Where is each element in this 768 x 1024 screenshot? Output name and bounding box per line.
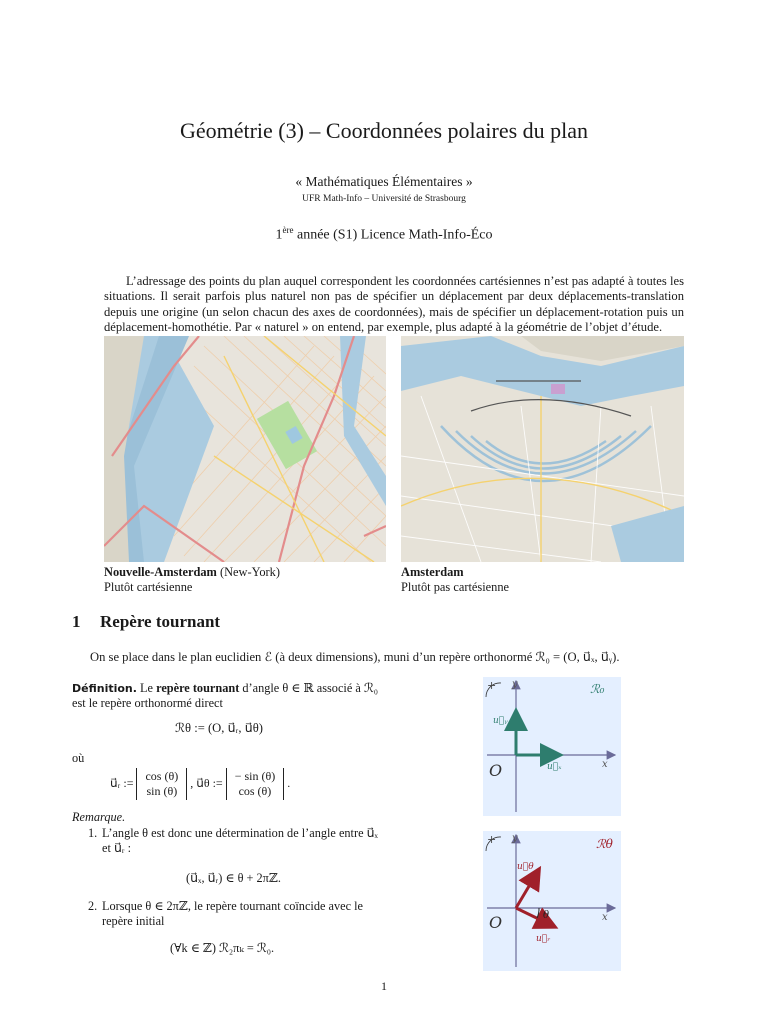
remark-item-2-text: Lorsque θ ∈ 2πℤ, le repère tournant coïncide avec le repère initial — [102, 899, 363, 929]
caption-new-york-name: Nouvelle-Amsterdam — [104, 565, 217, 579]
utheta-vector — [516, 871, 538, 908]
remark-item-1-number: 1. — [88, 826, 98, 840]
section-heading — [72, 612, 220, 632]
definition-text-a: Le — [136, 681, 157, 695]
caption-amsterdam-desc: Plutôt pas cartésienne — [401, 580, 510, 594]
section-number: 1 — [72, 612, 81, 631]
angle-label: θ — [543, 910, 550, 921]
frame-label: ℛ₀ — [590, 682, 605, 696]
origin-label: O — [489, 761, 503, 780]
remark-item-1-text: L’angle θ est donc une détermination de l’angle entre u⃗ₓ et u⃗ᵣ : — [102, 826, 378, 856]
definition-where: où — [72, 751, 85, 765]
year-rest: année (S1) Licence Math-Info-Éco — [293, 227, 493, 243]
remark-item-2-formula: (∀k ∈ ℤ) ℛ₂πₖ = ℛ₀. — [170, 941, 275, 955]
definition-block — [72, 681, 382, 712]
ut-label: , u⃗θ := — [190, 775, 223, 790]
definition-label: Définition. — [72, 682, 137, 695]
angle-arc — [537, 908, 539, 918]
map-amsterdam — [401, 336, 684, 562]
definition-text-b: d’angle θ ∈ ℝ associé à ℛ₀ est le repère orthonormé direct — [72, 681, 378, 711]
remark-item-2-number: 2. — [88, 899, 98, 913]
ur-matrix — [136, 768, 187, 800]
caption-amsterdam-name: Amsterdam — [401, 565, 464, 579]
frame-label: ℛθ — [596, 837, 613, 851]
ur-label: u⃗ᵣ — [536, 934, 551, 944]
figure-frame-r0 — [483, 677, 621, 816]
ur-top: cos (θ) — [145, 769, 179, 783]
ux-label: u⃗ₓ — [547, 762, 562, 772]
year-line — [0, 225, 768, 244]
x-label: x — [602, 759, 608, 770]
plus-sign: + — [487, 679, 497, 692]
origin-label: O — [489, 913, 503, 932]
institution: UFR Math-Info – Université de Strasbourg — [302, 194, 466, 204]
page-number: 1 — [381, 979, 387, 993]
figure-frame-rtheta — [483, 831, 621, 971]
remark-item-1-formula: (u⃗ₓ, u⃗ᵣ) ∈ θ + 2πℤ. — [186, 871, 281, 885]
ut-matrix — [226, 768, 285, 800]
vector-definitions — [110, 768, 290, 800]
ut-bottom: cos (θ) — [238, 784, 272, 798]
definition-end: . — [287, 775, 291, 790]
map-new-york — [104, 336, 386, 562]
course-name: « Mathématiques Élémentaires » — [295, 174, 473, 189]
year-superscript: ère — [282, 225, 294, 235]
definition-formula: ℛθ := (O, u⃗ᵣ, u⃗θ) — [175, 721, 263, 735]
remark-label: Remarque. — [72, 810, 126, 824]
caption-new-york — [104, 565, 280, 595]
definition-term: repère tournant — [156, 681, 240, 695]
ur-bottom: sin (θ) — [146, 784, 178, 798]
y-label: y — [512, 833, 518, 844]
plus-sign: + — [487, 833, 497, 846]
caption-new-york-paren: (New-York) — [216, 565, 280, 579]
remark-item-2 — [88, 899, 382, 930]
remark-item-1 — [88, 826, 382, 857]
ut-top: − sin (θ) — [234, 769, 276, 783]
intro-paragraph: L’adressage des points du plan auquel correspondent les coordonnées cartésiennes n’est pas adapté à toutes les situations. Il serait parfois plus naturel non pas de spécifier un déplacement par deux déplacements-translation depuis une origine (un selon chacun des axes de coordonnées), mais de spécifier un déplacement-rotation puis un déplacement-homothétie. Par « naturel » on entend, par exemple, plus adapté à la géométrie de l’objet d’étude. — [104, 274, 684, 335]
caption-amsterdam — [401, 565, 509, 595]
setup-text: On se place dans le plan euclidien ℰ (à deux dimensions), muni d’un repère orthonormé ℛ₀ = (O, u⃗ₓ, u⃗ᵧ). — [90, 650, 620, 664]
utheta-label: u⃗θ — [517, 862, 534, 872]
page-title: Géométrie (3) – Coordonnées polaires du plan — [179, 118, 589, 143]
y-label: y — [512, 679, 518, 690]
section-title: Repère tournant — [100, 612, 221, 631]
year-ordinal: 1 — [275, 227, 283, 243]
x-label: x — [602, 912, 608, 923]
uy-label: u⃗ᵧ — [493, 716, 508, 726]
caption-new-york-desc: Plutôt cartésienne — [104, 580, 193, 594]
ur-label: u⃗ᵣ := — [110, 775, 134, 790]
